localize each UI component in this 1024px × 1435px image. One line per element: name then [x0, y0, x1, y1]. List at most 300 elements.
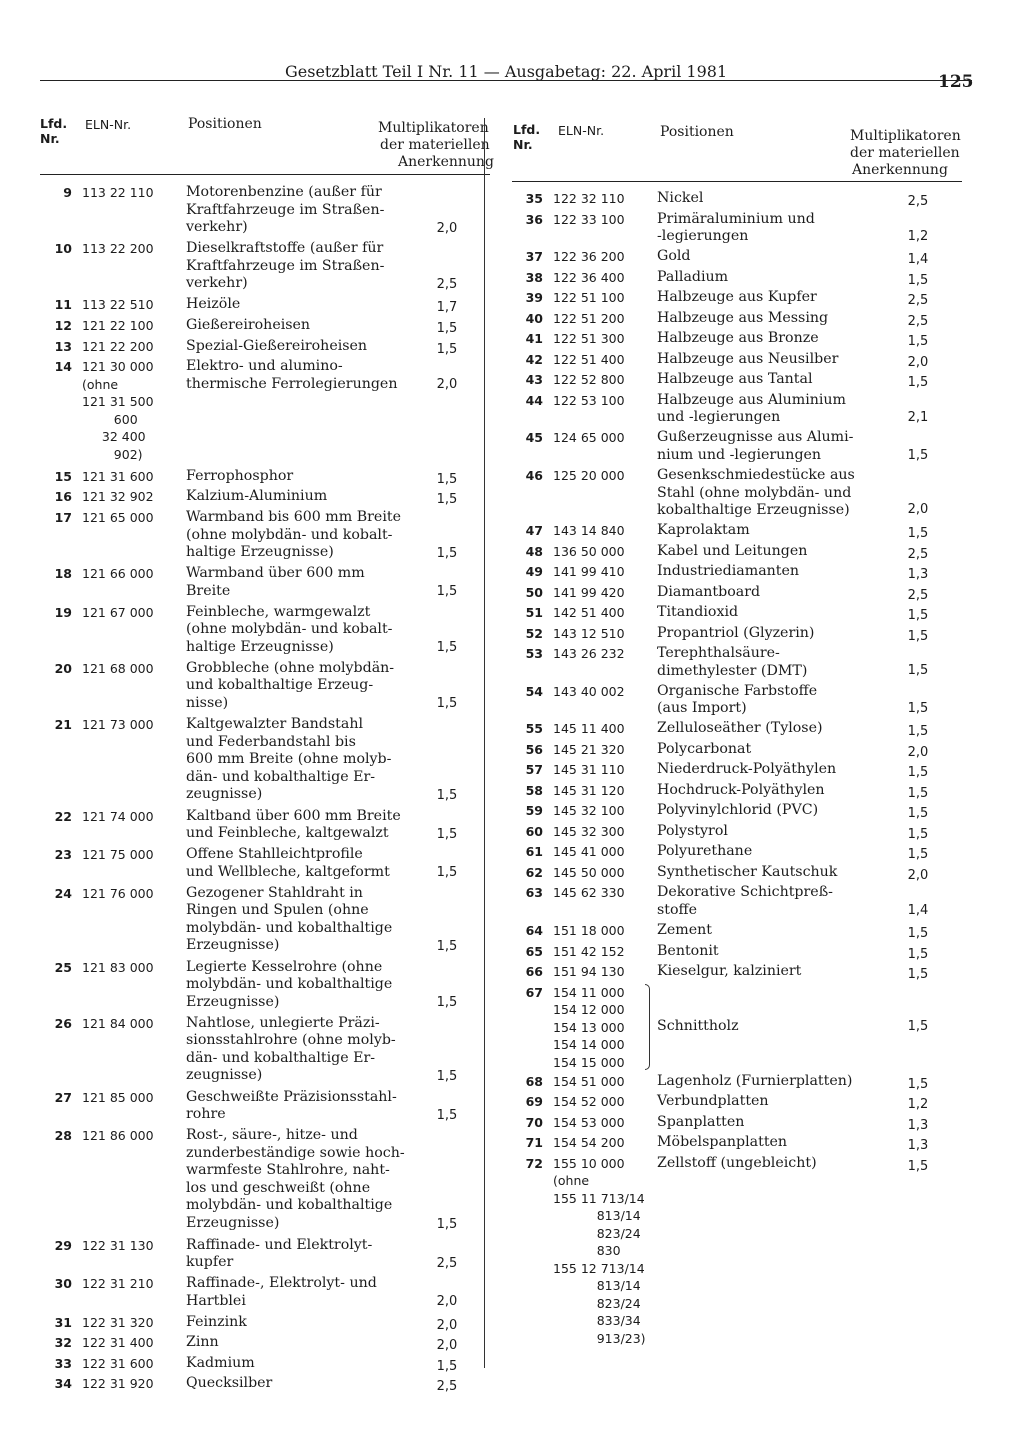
row-number: 16: [54, 489, 72, 505]
col-header-mult-right-line3: Anerkennung: [852, 162, 948, 178]
row-number: 47: [525, 523, 543, 538]
position-line: haltige Erzeugnisse): [186, 544, 334, 560]
position-text: [657, 371, 877, 389]
table-row: [515, 984, 975, 1070]
position-text: [657, 683, 877, 718]
eln-line: 122 31 600: [82, 1355, 154, 1371]
col-header-multiplikatoren-right: [850, 128, 970, 179]
multiplikator-value: 1,5: [907, 447, 929, 463]
position-line: Lagenholz (Furnierplatten): [657, 1072, 853, 1089]
eln-line: 122 52 800: [553, 372, 625, 388]
position-line: Dekorative Schichtpreß-: [657, 884, 833, 901]
position-line: Halbzeuge aus Aluminium: [657, 391, 847, 408]
table-row: [44, 565, 504, 601]
position-line: Feinbleche, warmgewalzt: [186, 603, 371, 620]
eln-line: 833/34: [553, 1313, 641, 1329]
position-text: [186, 358, 406, 393]
row-number: 11: [54, 297, 72, 313]
table-row: [44, 296, 504, 314]
page-number: 125: [938, 72, 974, 92]
eln-number: [553, 269, 625, 287]
position-line: warmfeste Stahlrohre, naht-: [186, 1162, 390, 1179]
eln-number: [553, 429, 625, 447]
table-row: [515, 645, 975, 679]
col-header-mult-line3: Anerkennung: [398, 154, 494, 170]
eln-number: [82, 317, 154, 335]
table-row: [515, 1155, 975, 1344]
position-line: Kaltgewalzter Bandstahl: [186, 716, 363, 732]
multiplikator-value: 1,5: [907, 946, 929, 962]
table-row: [515, 761, 975, 781]
position-line: Gezogener Stahldraht in: [186, 884, 363, 901]
row-number: 34: [54, 1376, 72, 1392]
table-row: [515, 248, 975, 268]
multiplikator-value: 1,5: [907, 724, 929, 740]
position-text: [657, 741, 877, 759]
eln-number: [82, 1089, 154, 1107]
multiplikator-value: 1,5: [436, 545, 458, 561]
position-line: Polycarbonat: [657, 740, 752, 757]
multiplikator-value: 1,5: [907, 334, 929, 350]
multiplikator-value: 1,5: [907, 847, 929, 863]
eln-line: 121 76 000: [82, 885, 154, 901]
row-number: 23: [54, 847, 72, 863]
table-row: [44, 468, 504, 486]
row-number: 51: [525, 605, 543, 620]
eln-number: [553, 922, 625, 940]
row-number: 53: [525, 646, 543, 661]
eln-number: [553, 543, 625, 561]
table-row: [44, 358, 504, 465]
eln-line: 121 83 000: [82, 959, 154, 975]
eln-line: 122 31 920: [82, 1376, 154, 1392]
position-line: Bentonit: [657, 942, 719, 959]
eln-number: [553, 864, 625, 882]
row-number: 29: [54, 1237, 72, 1253]
col-header-eln-right: ELN-Nr.: [558, 123, 605, 138]
eln-line: 125 20 000: [553, 468, 625, 484]
table-row: [44, 1089, 504, 1125]
multiplikator-value: 1,5: [907, 926, 929, 942]
eln-line: 154 11 000: [553, 984, 625, 1000]
position-text: [186, 1237, 406, 1272]
eln-line: 121 32 902: [82, 489, 154, 505]
table-row: [515, 1134, 975, 1154]
position-text: [657, 269, 877, 287]
page-header-title: Gesetzblatt Teil I Nr. 11 — Ausgabetag: 22. April 1981: [285, 62, 728, 81]
position-text: [657, 248, 877, 266]
eln-line: (ohne: [82, 376, 119, 392]
multiplikator-value: 2,0: [907, 867, 929, 883]
eln-line: 151 18 000: [553, 923, 625, 939]
position-line: Elektro- und alumino-: [186, 358, 343, 375]
position-line: Niederdruck-Polyäthylen: [657, 761, 837, 778]
position-line: Gold: [657, 248, 691, 265]
position-text: [657, 563, 877, 581]
multiplikator-value: 1,5: [436, 696, 458, 712]
position-line: Gußerzeugnisse aus Alumi-: [657, 429, 854, 446]
position-line: (ohne molybdän- und kobalt-: [186, 621, 393, 638]
eln-line: 902): [82, 446, 143, 462]
position-line: Propantriol (Glyzerin): [657, 624, 815, 641]
position-line: (aus Import): [657, 700, 747, 717]
multiplikator-value: 1,3: [907, 567, 929, 582]
eln-line: 121 68 000: [82, 660, 154, 676]
multiplikator-value: 1,5: [907, 628, 929, 644]
multiplikator-value: 2,0: [907, 502, 929, 518]
eln-line: 121 67 000: [82, 604, 154, 620]
table-row: [44, 488, 504, 506]
multiplikator-value: 1,3: [907, 1117, 929, 1133]
multiplikator-value: 2,0: [907, 744, 929, 760]
eln-line: 813/14: [553, 1278, 641, 1294]
multiplikator-value: 1,5: [436, 864, 458, 880]
position-line: Kaprolaktam: [657, 522, 750, 538]
eln-number: [553, 371, 625, 389]
eln-number: [553, 1093, 625, 1111]
multiplikator-value: 2,5: [436, 276, 458, 292]
position-line: und Wellbleche, kaltgeformt: [186, 863, 390, 880]
row-number: 72: [525, 1155, 543, 1171]
row-number: 68: [525, 1073, 543, 1089]
table-row: [515, 563, 975, 580]
col-header-lfd-right-line1: Lfd.: [513, 122, 541, 137]
eln-number: [553, 563, 625, 581]
eln-number: [82, 509, 154, 527]
position-line: und Federbandstahl bis: [186, 733, 356, 750]
multiplikator-value: 1,5: [907, 806, 929, 822]
position-line: Hartblei: [186, 1292, 246, 1309]
row-number: 65: [525, 943, 543, 959]
eln-line: 155 11 713/14: [553, 1190, 645, 1206]
eln-line: 113 22 510: [82, 297, 154, 313]
position-line: Erzeugnisse): [186, 1214, 280, 1231]
eln-line: 813/14: [553, 1208, 641, 1224]
position-text: [657, 330, 877, 348]
col-header-lfd-right: [513, 122, 540, 152]
row-number: 46: [525, 468, 543, 484]
position-line: rohre: [186, 1106, 226, 1123]
position-line: Zement: [657, 922, 712, 939]
eln-number: [553, 761, 625, 779]
eln-line: 154 14 000: [553, 1037, 625, 1053]
multiplikator-value: 1,5: [907, 526, 929, 541]
multiplikator-value: 2,1: [907, 409, 929, 425]
eln-line: 154 53 000: [553, 1114, 625, 1130]
position-text: [657, 1073, 877, 1091]
col-header-mult-right-line1: Multiplikatoren: [850, 128, 961, 144]
eln-number: [82, 338, 154, 356]
eln-line: 121 66 000: [82, 566, 154, 582]
position-line: Kadmium: [186, 1354, 255, 1371]
eln-line: 145 62 330: [553, 885, 625, 901]
eln-line: 122 51 100: [553, 290, 625, 306]
table-row: [44, 959, 504, 1012]
position-line: Ferrophosphor: [186, 467, 294, 484]
position-text: [186, 1275, 406, 1310]
row-number: 12: [54, 318, 72, 333]
table-row: [44, 338, 504, 356]
position-line: Titandioxid: [657, 604, 739, 620]
position-text: [186, 660, 406, 713]
eln-line: 121 22 100: [82, 318, 154, 333]
row-number: 41: [525, 331, 543, 347]
eln-number: [553, 190, 625, 208]
position-text: [657, 1018, 877, 1036]
multiplikator-value: 2,0: [436, 376, 458, 392]
row-number: 71: [525, 1135, 543, 1151]
position-text: [657, 843, 877, 861]
eln-number: [82, 716, 154, 734]
eln-number: [553, 604, 625, 622]
position-line: molybdän- und kobalthaltige: [186, 976, 393, 993]
eln-number: [82, 468, 154, 486]
position-text: [657, 351, 877, 369]
eln-line: 151 42 152: [553, 943, 625, 959]
position-line: Gießereiroheisen: [186, 317, 311, 333]
eln-number: [82, 184, 154, 202]
position-line: Kraftfahrzeuge im Straßen-: [186, 257, 385, 274]
multiplikator-value: 1,5: [436, 471, 458, 487]
position-text: [657, 543, 877, 561]
multiplikator-value: 2,0: [436, 1293, 458, 1309]
position-line: Warmband über 600 mm: [186, 565, 365, 582]
position-line: Halbzeuge aus Kupfer: [657, 289, 817, 306]
multiplikator-value: 1,4: [907, 252, 929, 268]
position-line: molybdän- und kobalthaltige: [186, 919, 393, 936]
position-text: [657, 522, 877, 540]
col-header-mult-right-line2: der materiellen: [850, 145, 960, 161]
position-line: Synthetischer Kautschuk: [657, 863, 838, 880]
multiplikator-value: 1,5: [436, 583, 458, 599]
position-text: [657, 625, 877, 643]
table-row: [515, 884, 975, 918]
eln-number: [553, 782, 625, 800]
table-row: [515, 289, 975, 309]
eln-line: 122 51 300: [553, 331, 625, 347]
eln-line: 913/23): [553, 1330, 646, 1346]
eln-number: [82, 1015, 154, 1033]
position-line: Möbelspanplatten: [657, 1134, 788, 1151]
eln-line: 141 99 420: [553, 584, 625, 600]
eln-number: [553, 943, 625, 961]
eln-line: 124 65 000: [553, 430, 625, 446]
position-text: [657, 604, 877, 622]
eln-number: [82, 959, 154, 977]
row-number: 64: [525, 923, 543, 939]
eln-number: [82, 1355, 154, 1373]
eln-number: [82, 1275, 154, 1293]
multiplikator-value: 2,5: [436, 1379, 458, 1395]
position-line: haltige Erzeugnisse): [186, 638, 334, 655]
position-text: [186, 846, 406, 881]
position-text: [657, 761, 877, 779]
position-text: [186, 716, 406, 804]
position-text: [657, 823, 877, 841]
eln-number: [82, 1334, 154, 1352]
position-line: dän- und kobalthaltige Er-: [186, 1049, 376, 1066]
row-number: 57: [525, 762, 543, 778]
multiplikator-value: 1,5: [907, 765, 929, 781]
eln-line: 113 22 110: [82, 185, 154, 200]
table-row: [515, 392, 975, 426]
row-number: 54: [525, 683, 543, 699]
multiplikator-value: 1,5: [907, 826, 929, 842]
row-number: 10: [54, 241, 72, 257]
eln-number: [553, 720, 625, 738]
eln-number: [82, 1127, 154, 1145]
table-row: [44, 846, 504, 882]
table-row: [515, 802, 975, 822]
multiplikator-value: 1,5: [436, 321, 458, 336]
row-number: 33: [54, 1355, 72, 1371]
position-line: nisse): [186, 694, 229, 711]
position-line: Schnittholz: [657, 1017, 739, 1034]
eln-line: 136 50 000: [553, 543, 625, 559]
row-number: 44: [525, 392, 543, 408]
eln-line: 122 32 110: [553, 191, 625, 206]
multiplikator-value: 1,5: [436, 492, 458, 508]
eln-line: 122 31 320: [82, 1314, 154, 1330]
position-text: [186, 885, 406, 955]
position-line: und Feinbleche, kaltgewalzt: [186, 825, 389, 842]
table-row: [515, 429, 975, 463]
row-number: 36: [525, 211, 543, 227]
col-header-lfd-right-line2: Nr.: [513, 137, 533, 152]
position-line: Gesenkschmiedestücke aus: [657, 467, 855, 484]
table-row: [515, 922, 975, 942]
position-line: dän- und kobalthaltige Er-: [186, 768, 376, 785]
multiplikator-value: 1,5: [436, 341, 458, 357]
position-text: [186, 338, 406, 356]
table-row: [515, 371, 975, 391]
row-number: 37: [525, 249, 543, 265]
row-number: 39: [525, 290, 543, 306]
position-line: Dieselkraftstoffe (außer für: [186, 240, 384, 257]
table-row: [44, 1127, 504, 1234]
eln-number: [553, 984, 625, 1072]
table-row: [44, 317, 504, 335]
eln-number: [82, 808, 154, 826]
eln-number: [553, 741, 625, 759]
multiplikator-value: 2,0: [436, 220, 458, 236]
table-row: [515, 683, 975, 717]
multiplikator-value: 2,5: [436, 1255, 458, 1271]
multiplikator-value: 1,5: [436, 938, 458, 954]
eln-line: 122 33 100: [553, 211, 625, 227]
table-row: [44, 1015, 504, 1086]
eln-line: 121 84 000: [82, 1015, 154, 1031]
eln-line: 122 31 130: [82, 1237, 154, 1253]
multiplikator-value: 1,5: [907, 1076, 929, 1092]
position-text: [186, 1015, 406, 1085]
eln-number: [553, 1155, 646, 1348]
position-line: Nahtlose, unlegierte Präzi-: [186, 1014, 380, 1031]
position-line: Nickel: [657, 190, 704, 206]
position-text: [186, 1355, 406, 1373]
position-line: Rost-, säure-, hitze- und: [186, 1127, 358, 1144]
brace-bracket: [645, 984, 650, 1070]
eln-number: [553, 584, 625, 602]
multiplikator-value: 1,7: [436, 300, 458, 316]
row-number: 25: [54, 959, 72, 975]
position-line: Zelluloseäther (Tylose): [657, 720, 823, 737]
position-line: zunderbeständige sowie hoch-: [186, 1144, 405, 1161]
eln-number: [553, 1114, 625, 1132]
row-number: 27: [54, 1089, 72, 1105]
table-row: [44, 716, 504, 805]
row-number: 42: [525, 351, 543, 367]
position-text: [186, 317, 406, 335]
position-line: Kraftfahrzeuge im Straßen-: [186, 201, 385, 218]
table-row: [44, 1334, 504, 1352]
row-number: 70: [525, 1114, 543, 1130]
eln-line: 122 51 400: [553, 351, 625, 367]
row-number: 38: [525, 269, 543, 285]
position-line: verkehr): [186, 219, 248, 235]
eln-number: [553, 645, 625, 663]
row-number: 13: [54, 338, 72, 354]
position-line: Palladium: [657, 268, 729, 285]
row-number: 59: [525, 803, 543, 819]
eln-line: 145 21 320: [553, 741, 625, 757]
multiplikator-value: 2,5: [907, 587, 929, 603]
col-header-lfd: [40, 116, 67, 146]
position-line: Organische Farbstoffe: [657, 682, 818, 699]
eln-line: 154 51 000: [553, 1073, 625, 1089]
eln-number: [553, 625, 625, 643]
position-text: [186, 509, 406, 562]
eln-number: [553, 392, 625, 410]
row-number: 24: [54, 885, 72, 901]
row-number: 45: [525, 430, 543, 446]
position-text: [657, 429, 877, 464]
table-row: [515, 720, 975, 740]
eln-line: 121 31 600: [82, 468, 154, 484]
eln-number: [553, 310, 625, 328]
position-text: [186, 1127, 406, 1232]
position-text: [186, 1334, 406, 1352]
eln-number: [82, 488, 154, 506]
multiplikator-value: 1,5: [907, 785, 929, 801]
position-line: Breite: [186, 582, 231, 599]
position-line: und -legierungen: [657, 409, 781, 426]
table-row: [515, 604, 975, 621]
eln-line: 823/24: [553, 1225, 641, 1241]
row-number: 50: [525, 584, 543, 600]
row-number: 56: [525, 741, 543, 757]
row-number: 48: [525, 543, 543, 559]
row-number: 58: [525, 782, 543, 798]
left-header-rule: [40, 174, 490, 175]
eln-line: 122 31 210: [82, 1276, 154, 1292]
row-number: 21: [54, 717, 72, 732]
row-number: 52: [525, 625, 543, 641]
eln-line: 141 99 410: [553, 564, 625, 579]
eln-number: [553, 248, 625, 266]
position-text: [657, 1093, 877, 1111]
col-header-positionen: Positionen: [188, 116, 262, 132]
multiplikator-value: 1,3: [907, 1138, 929, 1154]
position-line: thermische Ferrolegierungen: [186, 375, 398, 392]
multiplikator-value: 2,5: [907, 293, 929, 309]
row-number: 28: [54, 1128, 72, 1144]
position-line: Spezial-Gießereiroheisen: [186, 337, 368, 354]
position-text: [657, 922, 877, 940]
position-text: [657, 943, 877, 961]
position-line: kupfer: [186, 1254, 234, 1271]
position-line: Halbzeuge aus Bronze: [657, 330, 819, 347]
